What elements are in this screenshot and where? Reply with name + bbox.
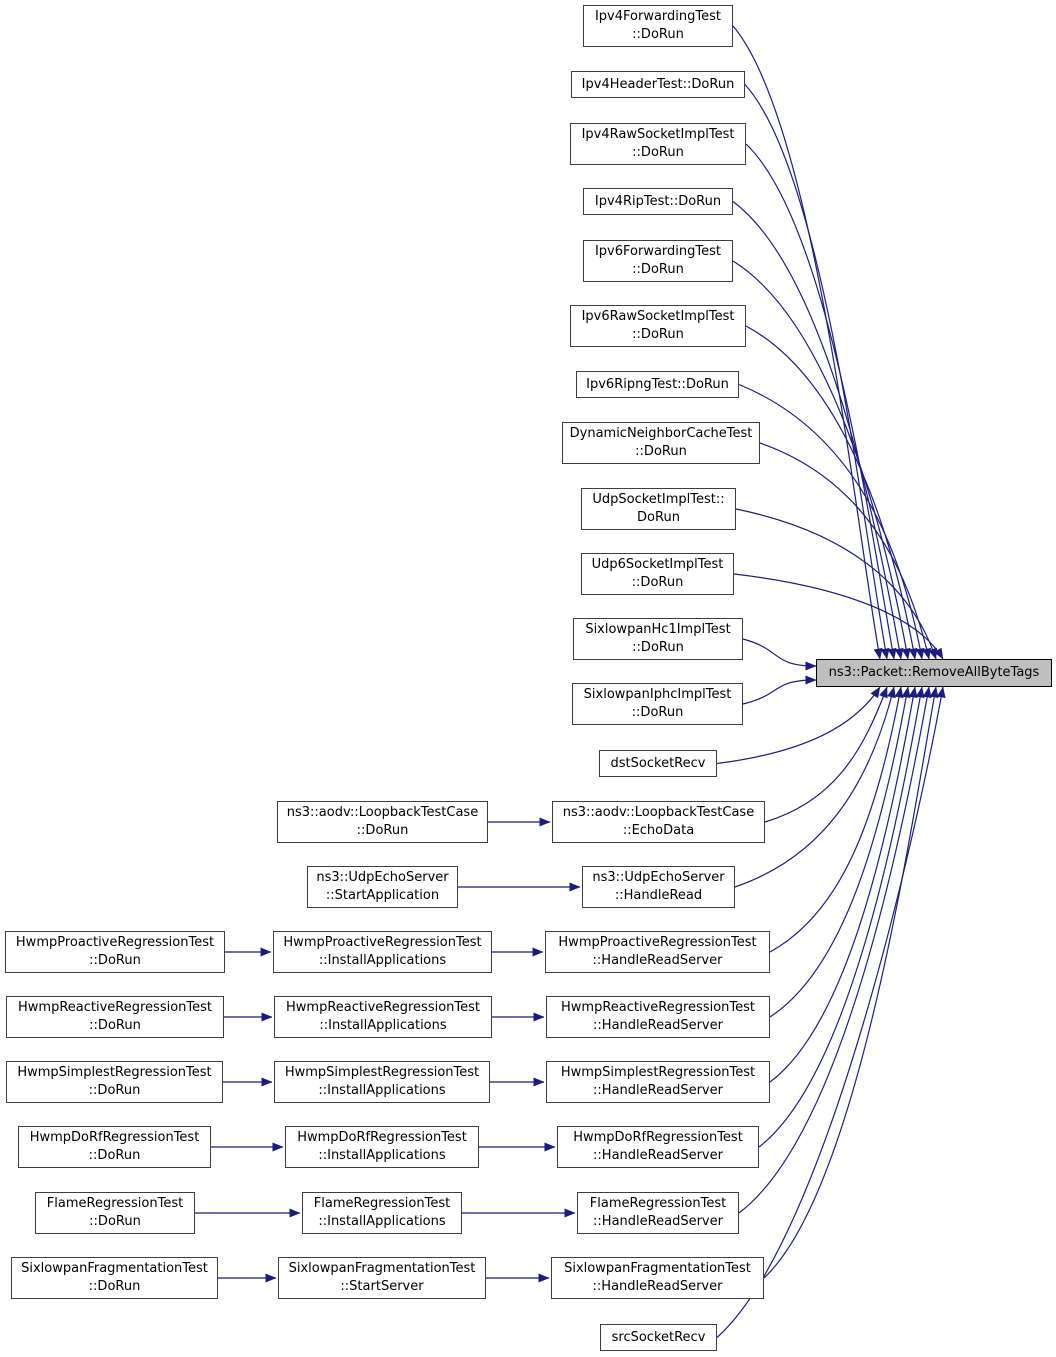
node-label-line: ::DoRun <box>356 823 409 838</box>
central-node <box>816 659 1052 687</box>
node-label-line: HwmpProactiveRegressionTest <box>283 935 482 950</box>
caller-node-flame_hrs[interactable] <box>577 1192 739 1234</box>
node-label-line: ::DoRun <box>632 327 684 342</box>
call-edge <box>739 385 922 660</box>
caller-node-sixhc1[interactable] <box>573 618 743 660</box>
node-label-line: DoRun <box>637 510 680 525</box>
node-label-line: ::InstallApplications <box>319 1018 447 1033</box>
call-edge <box>760 443 929 659</box>
node-label-line: Udp6SocketImplTest <box>591 557 724 572</box>
call-edge <box>734 574 943 659</box>
call-edge <box>759 687 922 1147</box>
caller-node-hwmpdorf_hrs[interactable] <box>557 1126 759 1168</box>
call-edge <box>743 680 816 704</box>
node-label-line: ::StartApplication <box>325 888 440 903</box>
node-label-line: HwmpDoRfRegressionTest <box>297 1130 467 1145</box>
caller-node-ipv4raw[interactable] <box>570 123 746 165</box>
node-label-line: HwmpDoRfRegressionTest <box>29 1130 200 1145</box>
caller-node-hwmpdorf_dorun[interactable] <box>18 1126 211 1168</box>
call-edge <box>770 687 915 1082</box>
node-label-line: ::EchoData <box>622 823 695 838</box>
node-label-line: ::StartServer <box>340 1279 424 1294</box>
caller-node-ipv4hdr[interactable] <box>571 71 745 98</box>
node-label-line: HwmpSimplestRegressionTest <box>560 1065 756 1080</box>
caller-node-sixfrag_start[interactable] <box>278 1257 486 1299</box>
caller-node-hwmprea_hrs[interactable] <box>546 996 770 1038</box>
node-label-line: ns3::UdpEchoServer <box>316 870 449 885</box>
node-label-line: ::HandleReadServer <box>592 953 723 968</box>
node-label-line: ::DoRun <box>632 145 684 160</box>
caller-node-udp6sock[interactable] <box>581 553 734 595</box>
node-label-line: dstSocketRecv <box>610 755 706 771</box>
node-label-line: ::HandleReadServer <box>593 1083 723 1098</box>
node-label-line: SixlowpanFragmentationTest <box>288 1261 476 1276</box>
caller-node-hwmpsim_inst[interactable] <box>274 1061 490 1103</box>
node-label-line: ::DoRun <box>632 262 684 277</box>
node-label-line: Ipv6RipngTest::DoRun <box>586 376 729 392</box>
node-label-line: SixlowpanIphcImplTest <box>583 687 732 702</box>
node-label-line: HwmpProactiveRegressionTest <box>558 935 757 950</box>
node-label-line: ns3::Packet::RemoveAllByteTags <box>828 665 1040 680</box>
node-label-line: ::InstallApplications <box>318 1148 446 1163</box>
caller-node-loopback_dorun[interactable] <box>277 801 488 843</box>
node-label-line: ::InstallApplications <box>318 953 447 968</box>
call-edge <box>765 687 887 822</box>
node-label-line: ::HandleReadServer <box>593 1214 723 1229</box>
caller-node-sixiphc[interactable] <box>572 683 743 725</box>
node-label-line: Ipv4RawSocketImplTest <box>581 127 735 142</box>
node-label-line: ns3::UdpEchoServer <box>592 870 725 885</box>
caller-node-hwmprea_inst[interactable] <box>274 996 492 1038</box>
caller-node-dyncache[interactable] <box>562 422 760 464</box>
caller-node-handleread[interactable] <box>582 866 735 908</box>
caller-node-hwmpsim_hrs[interactable] <box>546 1061 770 1103</box>
node-label-line: Ipv4ForwardingTest <box>594 9 722 24</box>
call-edge <box>770 687 908 1017</box>
node-label-line: HwmpDoRfRegressionTest <box>573 1130 743 1145</box>
node-label-line: HwmpReactiveRegressionTest <box>561 1000 755 1015</box>
node-label-line: ::DoRun <box>631 705 684 720</box>
node-label-line: ::DoRun <box>632 27 684 42</box>
caller-node-srcrecv[interactable] <box>600 1324 717 1351</box>
node-label-line: ::DoRun <box>89 953 141 968</box>
node-label-line: ::DoRun <box>632 640 684 655</box>
node-label-line: FlameRegressionTest <box>589 1196 727 1211</box>
caller-node-udpecho_start[interactable] <box>307 866 458 908</box>
caller-node-ipv6fwd[interactable] <box>583 240 733 282</box>
node-label-line: ::HandleRead <box>614 888 703 903</box>
node-label-line: ::InstallApplications <box>318 1214 446 1229</box>
call-edge <box>746 326 915 659</box>
caller-node-dstrecv[interactable] <box>599 750 717 777</box>
caller-node-flame_inst[interactable] <box>302 1192 462 1234</box>
node-label-line: ::DoRun <box>635 444 687 459</box>
call-edge <box>743 639 816 666</box>
node-label-line: ::DoRun <box>631 575 684 590</box>
node-label-line: DynamicNeighborCacheTest <box>569 426 753 441</box>
call-edge <box>745 85 887 660</box>
caller-node-hwmppro_hrs[interactable] <box>545 931 770 973</box>
caller-node-hwmpsim_dorun[interactable] <box>6 1061 223 1103</box>
node-label-line: ::InstallApplications <box>318 1083 446 1098</box>
node-label-line: SixlowpanFragmentationTest <box>21 1261 208 1276</box>
caller-node-hwmppro_inst[interactable] <box>273 931 492 973</box>
node-label-line: ::HandleReadServer <box>593 1018 723 1033</box>
node-label-line: ::DoRun <box>89 1018 141 1033</box>
caller-node-flame_dorun[interactable] <box>35 1192 195 1234</box>
caller-node-ipv4rip[interactable] <box>583 188 733 215</box>
caller-node-sixfrag_hrs[interactable] <box>551 1257 764 1299</box>
caller-node-hwmppro_dorun[interactable] <box>5 931 225 973</box>
node-label-line: FlameRegressionTest <box>313 1196 451 1211</box>
node-label-line: ns3::aodv::LoopbackTestCase <box>562 805 755 820</box>
node-label-line: ::HandleReadServer <box>592 1279 723 1294</box>
node-label-line: Ipv4HeaderTest::DoRun <box>581 76 735 92</box>
node-label-line: FlameRegressionTest <box>46 1196 184 1211</box>
caller-node-ipv6ripng[interactable] <box>576 371 739 398</box>
node-label-line: HwmpSimplestRegressionTest <box>284 1065 480 1080</box>
node-label-line: ns3::aodv::LoopbackTestCase <box>286 805 479 820</box>
caller-node-hwmpdorf_inst[interactable] <box>285 1126 479 1168</box>
node-label-line: UdpSocketImplTest:: <box>592 492 725 507</box>
node-label-line: SixlowpanFragmentationTest <box>564 1261 751 1276</box>
node-label-line: ::DoRun <box>88 1148 141 1163</box>
caller-node-sixfrag_dorun[interactable] <box>11 1257 218 1299</box>
node-label-line: ::DoRun <box>88 1083 141 1098</box>
node-label-line: Ipv6RawSocketImplTest <box>581 309 735 324</box>
call-edge <box>746 144 894 659</box>
call-edge <box>764 687 936 1278</box>
node-label-line: HwmpSimplestRegressionTest <box>17 1065 212 1080</box>
call-edge <box>736 509 936 659</box>
node-label-line: ::HandleReadServer <box>593 1148 723 1163</box>
node-label-line: HwmpReactiveRegressionTest <box>18 1000 212 1015</box>
node-label-line: ::DoRun <box>89 1214 141 1229</box>
call-edge <box>735 687 894 887</box>
node-label-line: SixlowpanHc1ImplTest <box>585 622 731 637</box>
caller-node-udpsock[interactable] <box>581 488 736 530</box>
caller-node-echodata[interactable] <box>552 801 765 843</box>
node-label-line: Ipv4RipTest::DoRun <box>594 193 722 209</box>
node-label-line: HwmpProactiveRegressionTest <box>15 935 215 950</box>
caller-node-hwmprea_dorun[interactable] <box>6 996 224 1038</box>
node-label-line: srcSocketRecv <box>611 1329 706 1345</box>
node-label-line: ::DoRun <box>88 1279 141 1294</box>
node-label-line: HwmpReactiveRegressionTest <box>286 1000 480 1015</box>
node-label-line: Ipv6ForwardingTest <box>594 244 722 259</box>
caller-node-ipv6raw[interactable] <box>570 305 746 347</box>
caller-node-ipv4fwd[interactable] <box>583 5 733 47</box>
